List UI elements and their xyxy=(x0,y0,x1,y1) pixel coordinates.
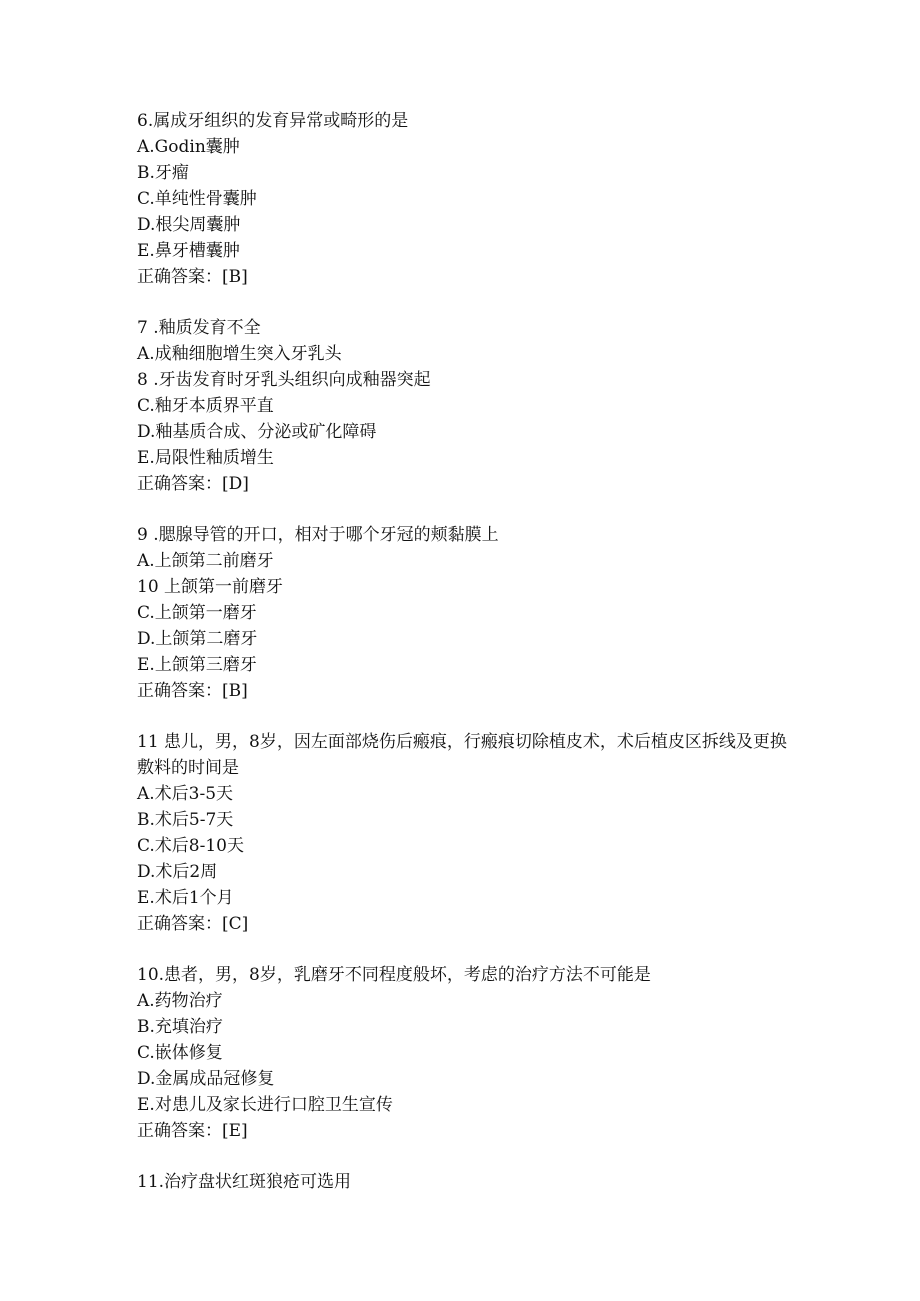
option-d: D.金属成品冠修复 xyxy=(137,1069,275,1089)
option-c: C.嵌体修复 xyxy=(137,1043,223,1063)
option-a: A.Godin囊肿 xyxy=(137,137,240,157)
question-stem: 9 .腮腺导管的开口，相对于哪个牙冠的颊黏膜上 xyxy=(137,525,499,545)
question-stem: 6.属成牙组织的发育异常或畸形的是 xyxy=(137,111,409,131)
option-e: E.鼻牙槽囊肿 xyxy=(137,241,240,261)
option-e: E.上颌第三磨牙 xyxy=(137,655,257,675)
question-stem: 11 患儿，男，8岁，因左面部烧伤后瘢痕，行瘢痕切除植皮术，术后植皮区拆线及更换敷料的时间是 xyxy=(137,732,787,778)
option-b: 8 .牙齿发育时牙乳头组织向成釉器突起 xyxy=(137,370,431,390)
option-c: C.釉牙本质界平直 xyxy=(137,396,274,416)
option-a: A.药物治疗 xyxy=(137,991,223,1011)
question-stem: 11.治疗盘状红斑狼疮可选用 xyxy=(137,1172,352,1192)
option-b: B.牙瘤 xyxy=(137,163,189,183)
answer-line: 正确答案：[B] xyxy=(137,267,248,287)
option-a: A.上颌第二前磨牙 xyxy=(137,551,274,571)
option-e: E.术后1个月 xyxy=(137,888,234,908)
question-6 xyxy=(137,108,797,290)
option-e: E.局限性釉质增生 xyxy=(137,448,274,468)
option-d: D.根尖周囊肿 xyxy=(137,215,241,235)
answer-line: 正确答案：[E] xyxy=(137,1121,248,1141)
option-c: C.术后8-10天 xyxy=(137,836,244,856)
answer-line: 正确答案：[D] xyxy=(137,474,249,494)
option-b: B.充填治疗 xyxy=(137,1017,223,1037)
option-d: D.上颌第二磨牙 xyxy=(137,629,258,649)
option-b: 10 上颌第一前磨牙 xyxy=(137,577,284,597)
question-stem: 10.患者，男，8岁，乳磨牙不同程度般坏，考虑的治疗方法不可能是 xyxy=(137,965,651,985)
question-10 xyxy=(137,962,797,1144)
option-b: B.术后5-7天 xyxy=(137,810,234,830)
question-9 xyxy=(137,522,797,704)
option-e: E.对患儿及家长进行口腔卫生宣传 xyxy=(137,1095,393,1115)
question-stem: 7 .釉质发育不全 xyxy=(137,318,261,338)
question-11-burn xyxy=(137,729,797,937)
answer-line: 正确答案：[B] xyxy=(137,681,248,701)
option-c: C.单纯性骨囊肿 xyxy=(137,189,257,209)
document-page xyxy=(137,108,797,1220)
question-7 xyxy=(137,315,797,497)
option-a: A.术后3-5天 xyxy=(137,784,234,804)
option-d: D.釉基质合成、分泌或矿化障碍 xyxy=(137,422,377,442)
answer-line: 正确答案：[C] xyxy=(137,914,249,934)
option-d: D.术后2周 xyxy=(137,862,218,882)
option-c: C.上颌第一磨牙 xyxy=(137,603,257,623)
question-11-lupus xyxy=(137,1169,797,1195)
option-a: A.成釉细胞增生突入牙乳头 xyxy=(137,344,342,364)
